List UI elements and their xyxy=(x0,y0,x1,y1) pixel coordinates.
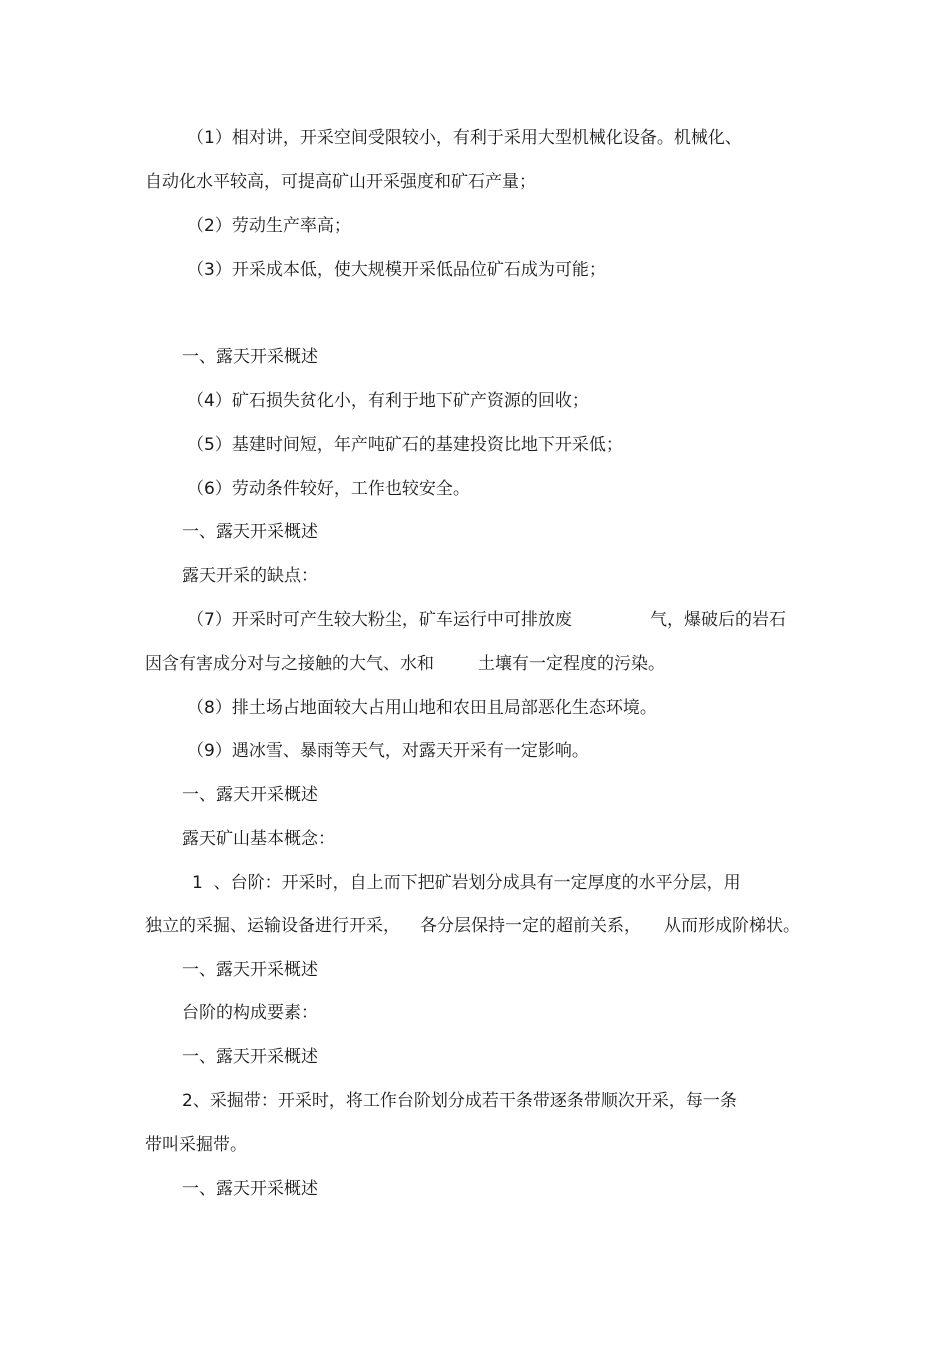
paragraph-line: 自动化水平较高，可提高矿山开采强度和矿石产量； xyxy=(145,172,536,192)
paragraph-line: 因含有害成分对与之接触的大气、水和 xyxy=(145,654,434,674)
paragraph-line: （2）劳动生产率高； xyxy=(187,216,351,236)
paragraph-line: （7）开采时可产生较大粉尘，矿车运行中可排放废 xyxy=(187,610,572,630)
paragraph-line: （4）矿石损失贫化小，有利于地下矿产资源的回收； xyxy=(187,391,589,411)
paragraph-line: （3）开采成本低，使大规模开采低品位矿石成为可能； xyxy=(187,260,606,280)
paragraph-line: 独立的采掘、运输设备进行开采， xyxy=(145,916,400,936)
paragraph-line: 带叫采掘带。 xyxy=(145,1135,247,1155)
section-heading: 一、露天开采概述 xyxy=(182,960,318,980)
section-heading: 一、露天开采概述 xyxy=(182,785,318,805)
paragraph-line: 2、采掘带：开采时，将工作台阶划分成若干条带逐条带顺次开采，每一条 xyxy=(182,1091,737,1111)
paragraph-line: 从而形成阶梯状。 xyxy=(664,916,800,936)
paragraph-line: （6）劳动条件较好，工作也较安全。 xyxy=(187,479,470,499)
paragraph-line: 露天矿山基本概念： xyxy=(182,829,335,849)
paragraph-line: 各分层保持一定的超前关系， xyxy=(420,916,641,936)
paragraph-line: 气，爆破后的岩石 xyxy=(650,610,786,630)
paragraph-line: 土壤有一定程度的污染。 xyxy=(478,654,665,674)
section-heading: 一、露天开采概述 xyxy=(182,522,318,542)
paragraph-line: （1）相对讲，开采空间受限较小，有利于采用大型机械化设备。机械化、 xyxy=(187,128,742,148)
paragraph-line: （5）基建时间短，年产吨矿石的基建投资比地下开采低； xyxy=(187,435,623,455)
section-heading: 一、露天开采概述 xyxy=(182,1047,318,1067)
paragraph-line: 1 、台阶：开采时，自上而下把矿岩划分成具有一定厚度的水平分层，用 xyxy=(192,873,741,893)
section-heading: 一、露天开采概述 xyxy=(182,1179,318,1199)
paragraph-line: （9）遇冰雪、暴雨等天气，对露天开采有一定影响。 xyxy=(187,741,589,761)
paragraph-line: 台阶的构成要素： xyxy=(182,1003,318,1023)
paragraph-line: 露天开采的缺点： xyxy=(182,566,318,586)
section-heading: 一、露天开采概述 xyxy=(182,347,318,367)
paragraph-line: （8）排土场占地面较大占用山地和农田且局部恶化生态环境。 xyxy=(187,698,657,718)
